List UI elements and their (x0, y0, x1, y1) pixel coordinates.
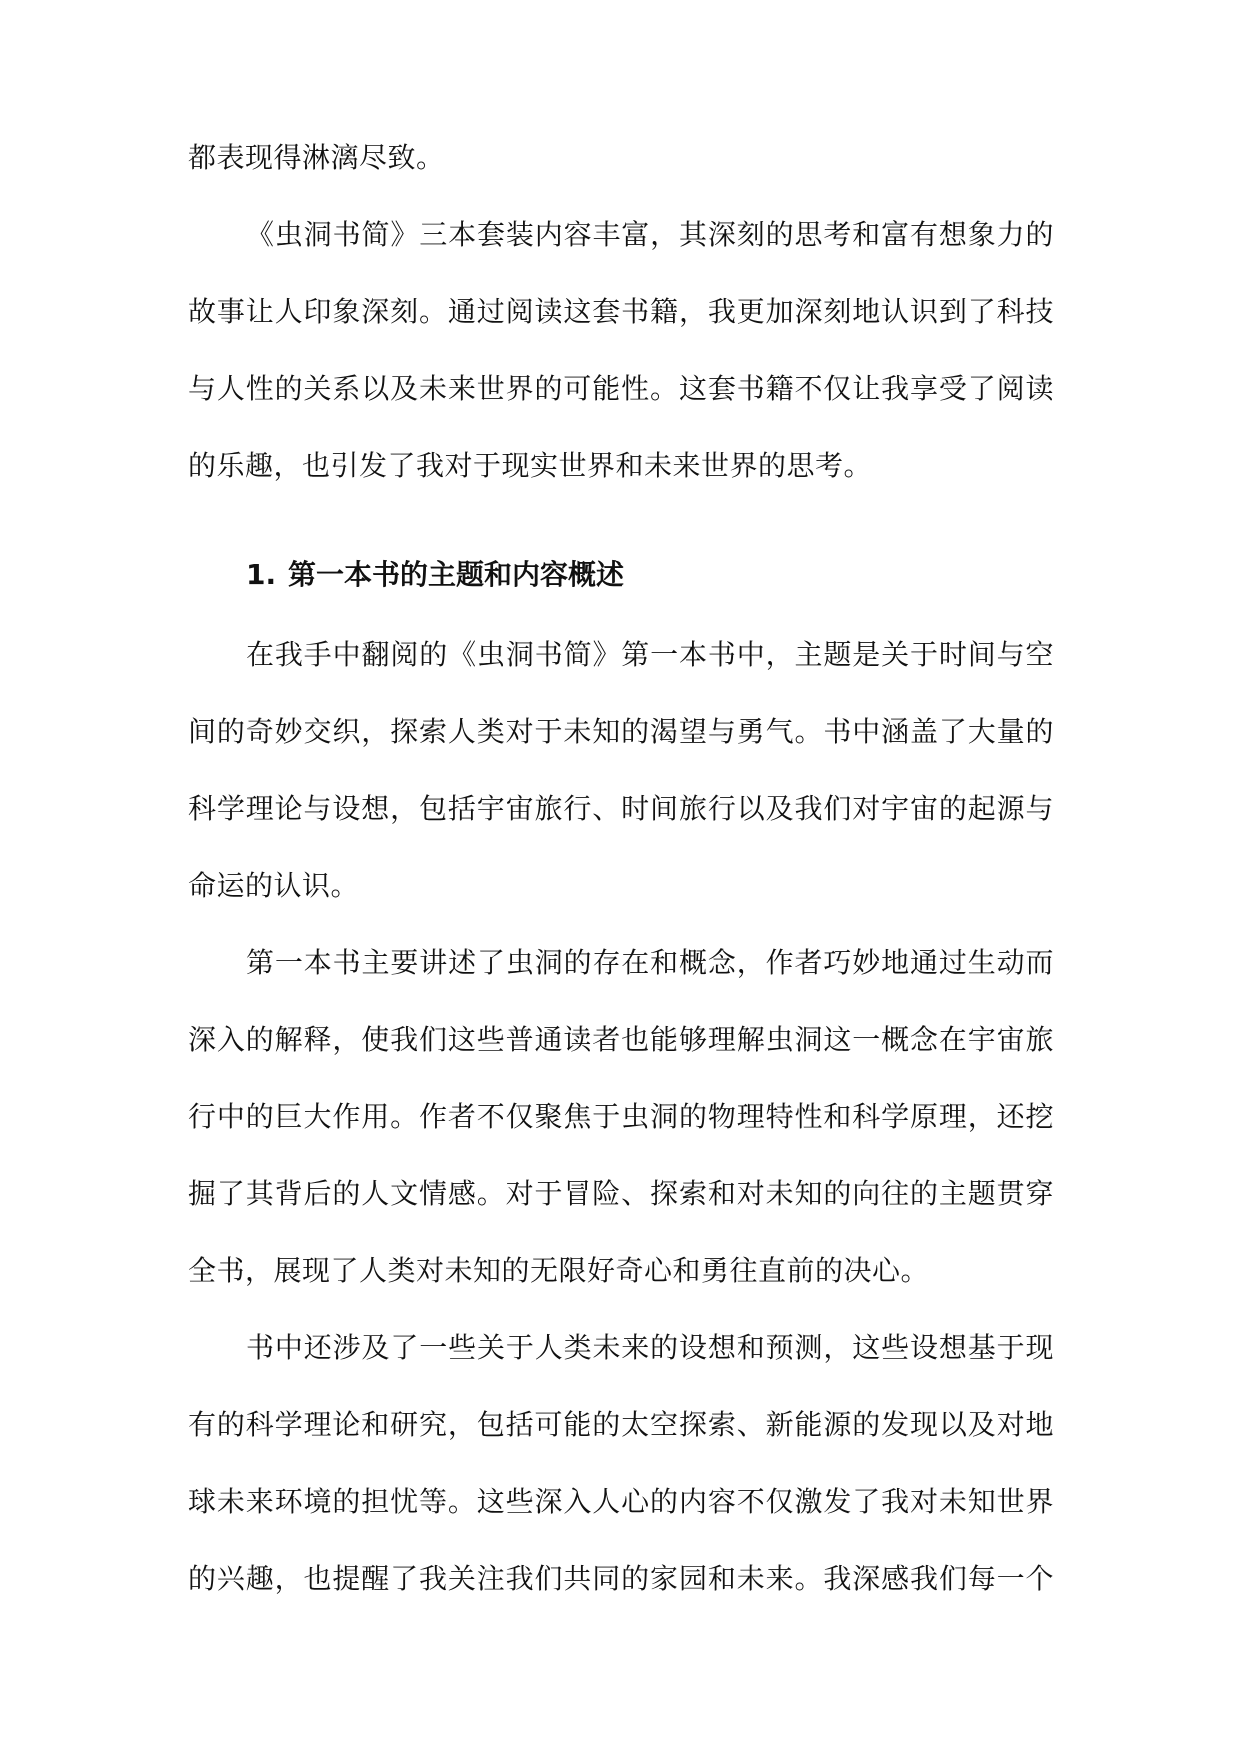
text-line: 全书，展现了人类对未知的无限好奇心和勇往直前的决心。 (188, 1254, 930, 1287)
paragraph-theme (188, 616, 1054, 924)
paragraph-wormhole (188, 924, 1054, 1309)
text-line: 故事让人印象深刻。通过阅读这套书籍，我更加深刻地认识到了科技 (188, 295, 1054, 328)
text-line: 第一本书主要讲述了虫洞的存在和概念，作者巧妙地通过生动而 (246, 946, 1054, 979)
paragraph-summary (188, 196, 1054, 504)
paragraph-continuation (188, 119, 1054, 196)
text-line: 《虫洞书简》三本套装内容丰富，其深刻的思考和富有想象力的 (246, 218, 1054, 251)
text-line: 都表现得淋漓尽致。 (188, 141, 445, 174)
text-line: 命运的认识。 (188, 869, 360, 902)
section-number: 1. (246, 558, 277, 591)
text-line: 有的科学理论和研究，包括可能的太空探索、新能源的发现以及对地 (188, 1408, 1054, 1441)
text-line: 行中的巨大作用。作者不仅聚焦于虫洞的物理特性和科学原理，还挖 (188, 1100, 1054, 1133)
text-line: 与人性的关系以及未来世界的可能性。这套书籍不仅让我享受了阅读 (188, 372, 1054, 405)
text-line: 间的奇妙交织，探索人类对于未知的渴望与勇气。书中涵盖了大量的 (188, 715, 1054, 748)
text-line: 书中还涉及了一些关于人类未来的设想和预测，这些设想基于现 (246, 1331, 1054, 1364)
section-heading (246, 555, 624, 595)
text-line: 在我手中翻阅的《虫洞书简》第一本书中，主题是关于时间与空 (246, 638, 1054, 671)
paragraph-future (188, 1309, 1054, 1617)
text-line: 的乐趣，也引发了我对于现实世界和未来世界的思考。 (188, 449, 873, 482)
text-line: 深入的解释，使我们这些普通读者也能够理解虫洞这一概念在宇宙旅 (188, 1023, 1054, 1056)
text-line: 球未来环境的担忧等。这些深入人心的内容不仅激发了我对未知世界 (188, 1485, 1054, 1518)
text-line: 的兴趣，也提醒了我关注我们共同的家园和未来。我深感我们每一个 (188, 1562, 1054, 1595)
section-title: 第一本书的主题和内容概述 (288, 558, 625, 591)
text-line: 掘了其背后的人文情感。对于冒险、探索和对未知的向往的主题贯穿 (188, 1177, 1054, 1210)
text-line: 科学理论与设想，包括宇宙旅行、时间旅行以及我们对宇宙的起源与 (188, 792, 1054, 825)
